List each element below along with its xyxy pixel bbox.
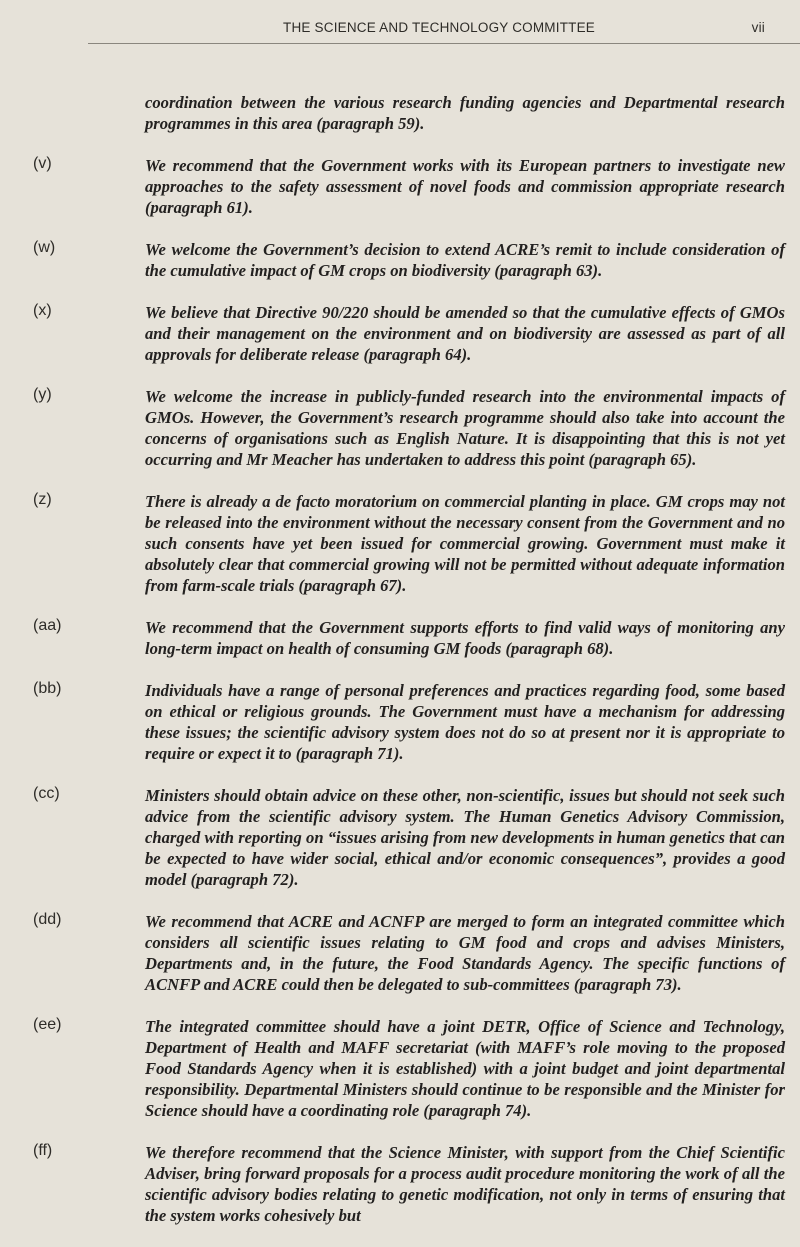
item-marker: (v) [33, 155, 52, 172]
item-text: We welcome the Government’s decision to extend ACRE’s remit to include consideration of the cumulative impact of GM crops on biodiversity (paragraph 63). [145, 240, 785, 280]
list-item-cc [0, 785, 800, 890]
item-text: We recommend that ACRE and ACNFP are merged to form an integrated committee which considers all scientific issues relating to GM food and crops and advises Ministers, Departments and, in the future, the Food Standards Agency. The specific functions of ACNFP and ACRE could then be delegated to sub-committees (paragraph 73). [145, 912, 785, 994]
running-header [283, 20, 765, 40]
item-marker: (z) [33, 491, 52, 508]
list-item-continuation [0, 92, 800, 134]
list-item-x [0, 302, 800, 365]
list-item-bb [0, 680, 800, 764]
item-marker: (aa) [33, 617, 62, 634]
item-text: Individuals have a range of personal preferences and practices regarding food, some based on ethical or religious grounds. The Government must have a mechanism for addressing these issues; the scientific advisory system does not do so at present nor it is appropriate to require or expect it to (paragraph 71). [145, 681, 785, 763]
page-number: vii [751, 20, 765, 35]
list-item-ee [0, 1016, 800, 1121]
item-text: There is already a de facto moratorium on commercial planting in place. GM crops may not be released into the environment without the necessary consent from the Government and no such consents have yet been issued for commercial growing. Government must make it absolutely clear that commercial growing will not be permitted without adequate information from farm-scale trials (paragraph 67). [145, 492, 785, 595]
item-text: We believe that Directive 90/220 should be amended so that the cumulative effects of GMOs and their management on the environment and on biodiversity are assessed as part of all approvals for deliberate release (paragraph 64). [145, 303, 785, 364]
list-item-v [0, 155, 800, 218]
recommendations-list [0, 92, 800, 1247]
list-item-y [0, 386, 800, 470]
item-text: We therefore recommend that the Science Minister, with support from the Chief Scientific Adviser, bring forward proposals for a process audit procedure monitoring the work of all the scientific advisory bodies relating to genetic modification, not only in terms of ensuring that the system works cohesively but [145, 1143, 785, 1225]
item-marker: (w) [33, 239, 56, 256]
list-item-w [0, 239, 800, 281]
item-text: coordination between the various research funding agencies and Departmental research programmes in this area (paragraph 59). [145, 93, 785, 133]
list-item-z [0, 491, 800, 596]
item-text: We recommend that the Government works with its European partners to investigate new approaches to the safety assessment of novel foods and commission appropriate research (paragraph 61). [145, 156, 785, 217]
item-marker: (ee) [33, 1016, 62, 1033]
list-item-dd [0, 911, 800, 995]
list-item-ff [0, 1142, 800, 1226]
item-marker: (y) [33, 386, 52, 403]
item-text: We recommend that the Government supports efforts to find valid ways of monitoring any long-term impact on health of consuming GM foods (paragraph 68). [145, 618, 785, 658]
item-marker: (x) [33, 302, 52, 319]
header-title: THE SCIENCE AND TECHNOLOGY COMMITTEE [283, 20, 595, 35]
list-item-aa [0, 617, 800, 659]
item-marker: (ff) [33, 1142, 53, 1159]
item-marker: (bb) [33, 680, 62, 697]
item-marker: (cc) [33, 785, 60, 802]
header-rule [88, 43, 800, 44]
item-marker: (dd) [33, 911, 62, 928]
item-text: We welcome the increase in publicly-funded research into the environmental impacts of GMOs. However, the Government’s research programme should also take into account the concerns of organisations such as English Nature. It is disappointing that this is not yet occurring and Mr Meacher has undertaken to address this point (paragraph 65). [145, 387, 785, 469]
item-text: The integrated committee should have a joint DETR, Office of Science and Technology, Department of Health and MAFF secretariat (with MAFF’s role moving to the proposed Food Standards Agency when it is established) with a joint budget and joint departmental responsibility. Departmental Ministers should continue to be responsible and the Minister for Science should have a coordinating role (paragraph 74). [145, 1017, 785, 1120]
item-text: Ministers should obtain advice on these other, non-scientific, issues but should not seek such advice from the scientific advisory system. The Human Genetics Advisory Commission, charged with reporting on “issues arising from new developments in human genetics that can be expected to have wider social, ethical and/or economic consequences”, provides a good model (paragraph 72). [145, 786, 785, 889]
